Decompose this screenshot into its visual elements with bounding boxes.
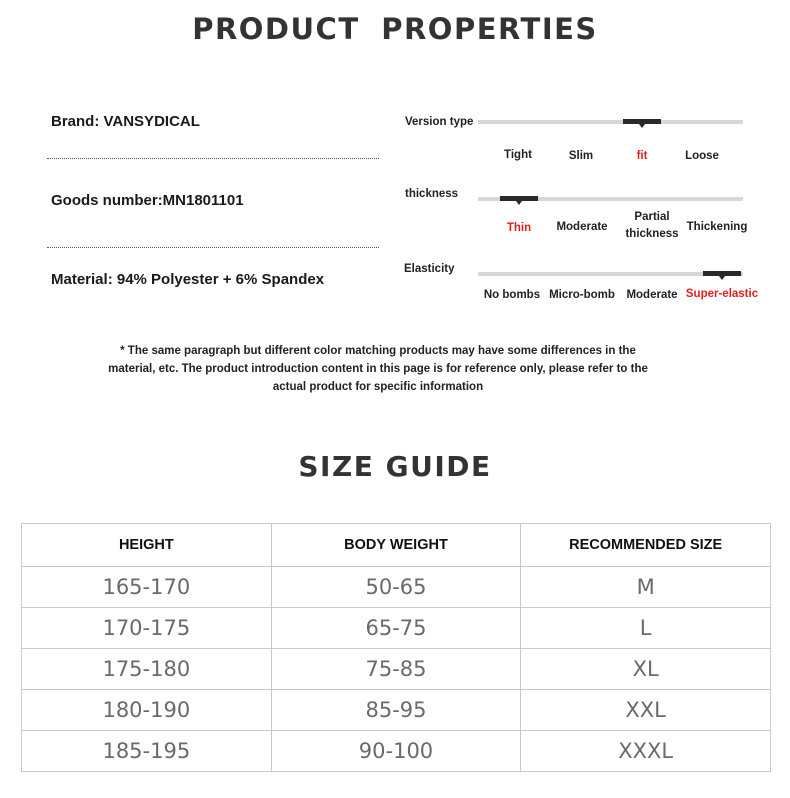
divider — [47, 158, 379, 159]
scale-label: Version type — [405, 116, 474, 128]
material-text: Material: 94% Polyester + 6% Spandex — [51, 271, 325, 288]
table-row — [22, 608, 771, 649]
goods-number-text: Goods number:MN1801101 — [51, 192, 244, 209]
table-row — [22, 690, 771, 731]
height-cell: 170-175 — [22, 608, 272, 649]
size-cell: XL — [521, 649, 771, 690]
scale-option: Moderate — [626, 289, 678, 301]
height-cell: 185-195 — [22, 731, 272, 772]
size-guide-table — [21, 523, 771, 772]
table-row — [22, 649, 771, 690]
product-properties-title: PRODUCT PROPERTIES — [192, 12, 598, 46]
table-row — [22, 567, 771, 608]
size-cell: L — [521, 608, 771, 649]
weight-cell: 50-65 — [271, 567, 521, 608]
scale-label: thickness — [405, 188, 459, 200]
brand-text: Brand: VANSYDICAL — [51, 113, 200, 130]
height-cell: 165-170 — [22, 567, 272, 608]
divider — [47, 247, 379, 248]
scale-option: Moderate — [556, 221, 608, 233]
weight-cell: 85-95 — [271, 690, 521, 731]
scale-option: Tight — [504, 149, 532, 161]
scale-option: fit — [636, 150, 648, 162]
header-body-weight: BODY WEIGHT — [271, 524, 521, 567]
scale-option: Thickening — [686, 221, 748, 233]
size-cell: M — [521, 567, 771, 608]
scale-label: Elasticity — [404, 263, 455, 275]
weight-cell: 75-85 — [271, 649, 521, 690]
weight-cell: 65-75 — [271, 608, 521, 649]
size-guide-title: SIZE GUIDE — [298, 450, 492, 483]
scale-track — [478, 120, 743, 124]
scale-marker — [500, 196, 538, 201]
height-cell: 175-180 — [22, 649, 272, 690]
size-cell: XXL — [521, 690, 771, 731]
scale-option: Thin — [506, 222, 532, 234]
table-row — [22, 731, 771, 772]
scale-option: Super-elastic — [685, 288, 759, 300]
height-cell: 180-190 — [22, 690, 272, 731]
scale-option: No bombs — [483, 289, 541, 301]
scale-option: Partial thickness — [625, 211, 679, 240]
table-header-row — [22, 524, 771, 567]
weight-cell: 90-100 — [271, 731, 521, 772]
header-height: HEIGHT — [22, 524, 272, 567]
disclaimer-note: * The same paragraph but different color matching products may have some differences in the material, etc. The product introduction content in this page is for reference only, please refer to the actual product for specific information — [108, 345, 648, 393]
size-cell: XXXL — [521, 731, 771, 772]
scale-marker — [703, 271, 741, 276]
scale-marker — [623, 119, 661, 124]
header-recommended-size: RECOMMENDED SIZE — [521, 524, 771, 567]
scale-option: Slim — [568, 150, 594, 162]
scale-option: Micro-bomb — [549, 289, 615, 301]
scale-option: Loose — [685, 150, 719, 162]
